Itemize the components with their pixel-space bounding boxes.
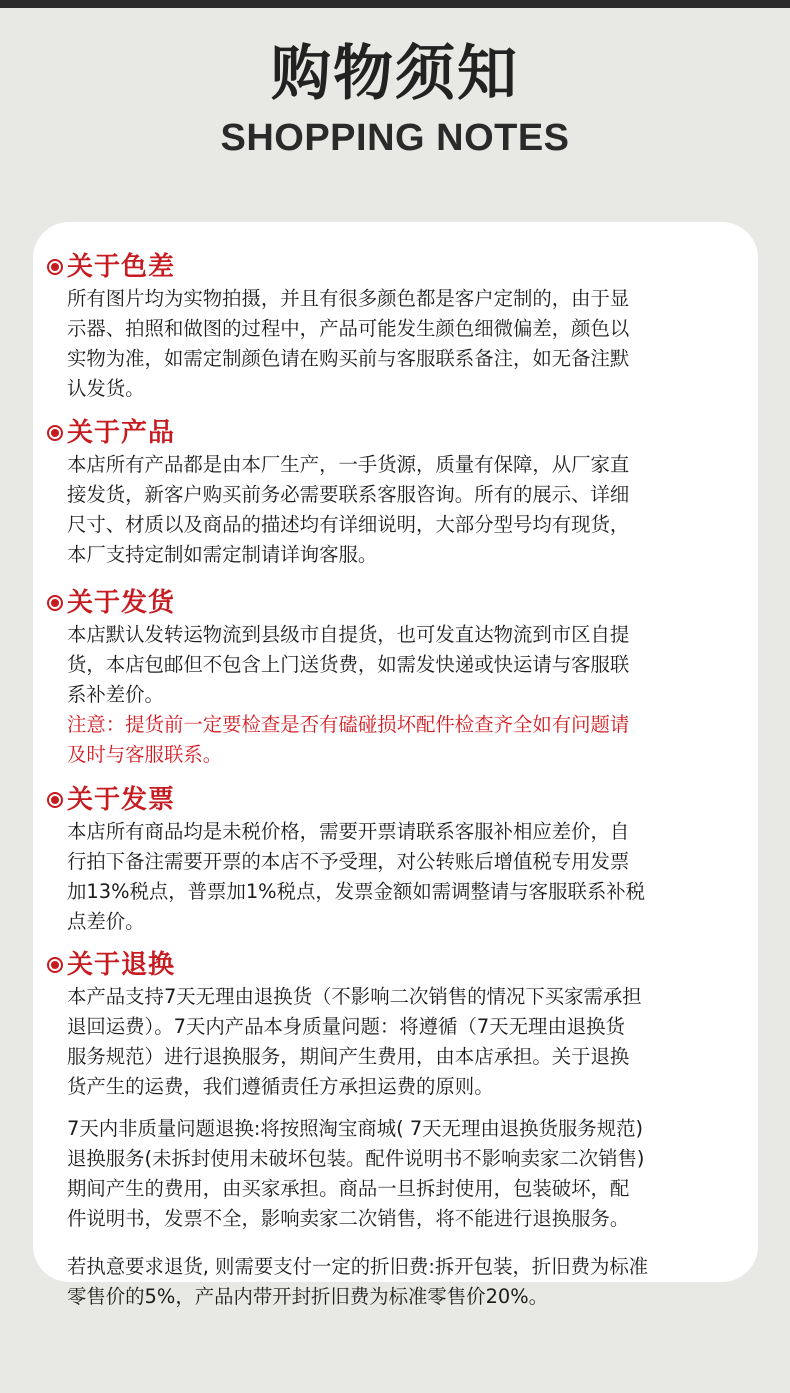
radio-dot-icon [47, 595, 63, 611]
paragraph-gap [47, 1234, 747, 1252]
section-body: 本店默认发转运物流到县级市自提货，也可发直达物流到市区自提 货，本店包邮但不包含上门送货费，如需发快递或快运请与客服联 系补差价。 [67, 623, 630, 706]
radio-dot-icon [47, 957, 63, 973]
section-heading-text: 关于发货 [67, 588, 176, 618]
section-color-difference [47, 250, 747, 404]
shipping-notice: 注意：提货前一定要检查是否有磕碰损坏配件检查齐全如有问题请 及时与客服联系。 [67, 713, 630, 766]
radio-dot-icon [47, 425, 63, 441]
section-heading [47, 586, 747, 620]
section-heading-text: 关于色差 [67, 252, 176, 282]
section-heading-text: 关于退换 [67, 950, 176, 980]
paragraph-gap [47, 1102, 747, 1114]
section-returns [47, 948, 747, 1312]
section-product [47, 416, 747, 570]
section-body-3: 若执意要求退货, 则需要支付一定的折旧费:拆开包装，折旧费为标准 零售价的5%，产品内带开封折旧费为标准零售价20%。 [67, 1255, 649, 1308]
page-subtitle: SHOPPING NOTES [220, 117, 570, 159]
section-heading [47, 250, 747, 284]
section-shipping [47, 586, 747, 770]
section-body-2: 7天内非质量问题退换:将按照淘宝商城( 7天无理由退换货服务规范) 退换服务(未拆封使用未破坏包装。配件说明书不影响卖家二次销售) 期间产生的费用，由买家承担。商品一旦拆封使用，包装破坏，配 件说明书，发票不全，影响卖家二次销售，将不能进行退换服务。 [67, 1117, 645, 1230]
section-invoice [47, 783, 747, 937]
radio-dot-icon [47, 792, 63, 808]
top-bar [0, 0, 790, 8]
section-body: 本店所有商品均是未税价格，需要开票请联系客服补相应差价，自 行拍下备注需要开票的本店不予受理，对公转账后增值税专用发票 加13%税点，普票加1%税点，发票金额如需调整请与客服联系补税 点差价。 [67, 820, 646, 933]
page-title: 购物须知 [271, 39, 519, 109]
section-heading [47, 783, 747, 817]
section-heading-text: 关于发票 [67, 785, 176, 815]
section-heading [47, 948, 747, 982]
radio-dot-icon [47, 259, 63, 275]
section-body: 本店所有产品都是由本厂生产，一手货源，质量有保障，从厂家直 接发货，新客户购买前务必需要联系客服咨询。所有的展示、详细 尺寸、材质以及商品的描述均有详细说明，大部分型号均有现货， 本厂支持定制如需定制请详询客服。 [67, 453, 630, 566]
section-body: 所有图片均为实物拍摄，并且有很多颜色都是客户定制的，由于显 示器、拍照和做图的过程中，产品可能发生颜色细微偏差，颜色以 实物为准，如需定制颜色请在购买前与客服联系备注，如无备注默 认发货。 [67, 287, 630, 400]
notes-card [33, 222, 758, 1308]
section-body: 本产品支持7天无理由退换货（不影响二次销售的情况下买家需承担 退回运费）。7天内产品本身质量问题：将遵循（7天无理由退换货 服务规范）进行退换服务，期间产生费用，由本店承担。关于退换 货产生的运费，我们遵循责任方承担运费的原则。 [67, 985, 642, 1098]
section-heading-text: 关于产品 [67, 418, 176, 448]
section-heading [47, 416, 747, 450]
